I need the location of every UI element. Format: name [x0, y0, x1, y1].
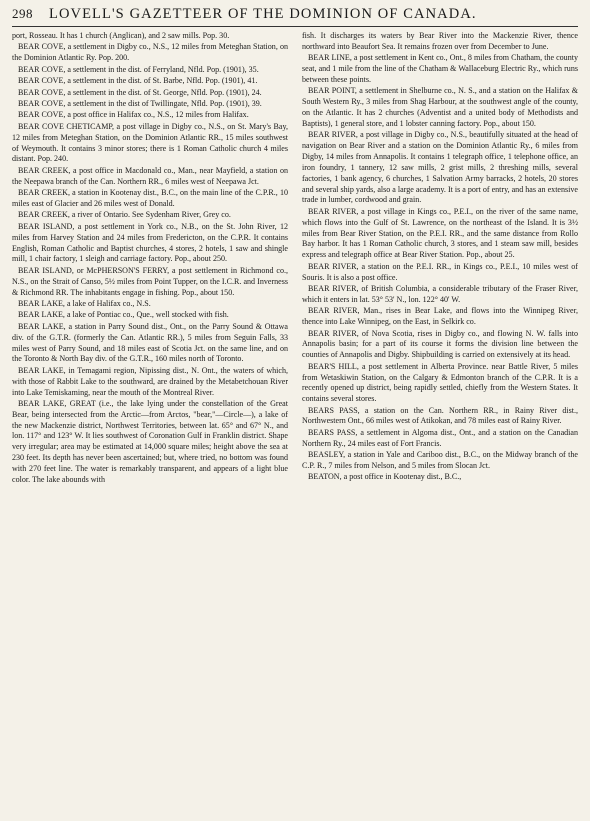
gazetteer-entry: BEAR COVE, a settlement in the dist. of St. Barbe, Nfld. Pop. (1901), 41. — [18, 76, 258, 86]
continued-entry: fish. It discharges its waters by Bear River into the Mackenzie River, thence northward into Beaufort Sea. It remains frozen over from December to June. — [302, 31, 578, 51]
gazetteer-entry: BEAR LAKE, a lake of Pontiac co., Que., well stocked with fish. — [18, 310, 229, 320]
continued-entry: port, Rosseau. It has 1 church (Anglican), and 2 saw mills. Pop. 30. — [12, 31, 230, 40]
gazetteer-entry: BEAR CREEK, a station in Kootenay dist., B.C., on the main line of the C.P.R., 10 miles east of Glacier and 26 miles west of Donald. — [12, 188, 288, 208]
gazetteer-entry: BEAR CREEK, a post office in Macdonald co., Man., near Mayfield, a station on the Neepawa branch of the Can. Northern RR., 6 miles west of Neepawa Jct. — [12, 165, 288, 186]
gazetteer-entry: BEAR COVE, a settlement in the dist of Twillingate, Nfld. Pop. (1901), 39. — [18, 99, 262, 109]
gazetteer-entry: BEAR LAKE, a lake of Halifax co., N.S. — [18, 298, 151, 308]
page-header — [12, 6, 578, 23]
gazetteer-entry: BEASLEY, a station in Yale and Cariboo dist., B.C., on the Midway branch of the C.P. R., 7 miles from Nelson, and 5 miles from Slocan Jct. — [302, 450, 578, 471]
gazetteer-entry: BEAR LAKE, a station in Parry Sound dist., Ont., on the Parry Sound & Ottawa div. of the G.T.R. (formerly the Can. Atlantic RR.), 5 miles from Seguin Falls, 33 miles west of Parry Sound, and 18 miles east of Scotia Jct. on the same line, and on the Toronto & North Bay div. of the G.T.R., 160 miles north of Toronto. — [12, 321, 288, 364]
header-rule — [12, 26, 578, 27]
gazetteer-entry: BEAR CREEK, a river of Ontario. See Sydenham River, Grey co. — [18, 210, 231, 220]
gazetteer-entry: BEARS PASS, a settlement in Algoma dist., Ont., and a station on the Canadian Northern Ry., 24 miles east of Fort Francis. — [302, 427, 578, 448]
gazetteer-entry: BEAR LINE, a post settlement in Kent co., Ont., 8 miles from Chatham, the county seat, and 1 mile from the line of the Chatham & Wallaceburg Electric Ry., which runs between these points. — [302, 53, 578, 84]
gazetteer-entry: BEAR COVE, a post office in Halifax co., N.S., 12 miles from Halifax. — [18, 110, 249, 120]
gazetteer-entry: BEAR ISLAND, or McPHERSON'S FERRY, a post settlement in Richmond co., N.S., on the Strait of Canso, 5½ miles from Point Tupper, on the I.C.R. and Inverness & Richmond RR. The inhabitants engage in fishing. Pop., about 150. — [12, 265, 288, 297]
gazetteer-entry: BEARS PASS, a station on the Can. Northern RR., in Rainy River dist., Northwestern Ont., 66 miles west of Atikokan, and 78 miles east of Rainy River. — [302, 405, 578, 426]
gazetteer-entry: BEAR RIVER, of British Columbia, a considerable tributary of the Fraser River, which it enters in lat. 53° 53' N., lon. 122° 40' W. — [302, 283, 578, 304]
gazetteer-entry: BEAR POINT, a settlement in Shelburne co., N. S., and a station on the Halifax & South Western Ry., 3 miles from Shag Harbour, at the southwest angle of the county, on the Atlantic. It has 2 churches (Adventist and a united body of Methodists and Baptists), 1 general store, and 1 lobster canning factory. Pop., about 150. — [302, 86, 578, 128]
gazetteer-entry: BEAR COVE, a settlement in the dist. of St. George, Nfld. Pop. (1901), 24. — [18, 87, 262, 97]
right-column — [302, 31, 578, 486]
gazetteer-entry: BEAR RIVER, a post village in Digby co., N.S., beautifully situated at the head of navigation on Bear River and a station on the Dominion Atlantic Ry., 6 miles from Digby, 14 miles from Annapolis. It contains 1 telegraph office, 1 telephone office, an iron foundry, 1 tannery, 12 saw mills, 2 grist mills, 2 threshing mills, several factories, 1 bank agency, 6 churches, 1 Salvation Army barracks, 2 hotels, 20 stores and several ship yards, also a large academy. It is a port of entry, and has an extensive trade in lumber, cordwood and grain. — [302, 130, 578, 205]
gazetteer-entry: BEAR RIVER, a station on the P.E.I. RR., in Kings co., P.E.I., 10 miles west of Souris. It is also a post office. — [302, 261, 578, 282]
gazetteer-entry: BEAR'S HILL, a post settlement in Alberta Province. near Battle River, 5 miles from Wetaskiwin Station, on the Calgary & Edmonton branch of the C.P.R. It is a recently opened up district, being rapidly settled, chiefly from the Western States. It contains several stores. — [302, 361, 578, 404]
gazetteer-entry: BEAR RIVER, of Nova Scotia, rises in Digby co., and flowing N. W. falls into Annapolis basin; for a part of its course it forms the division line between the counties of Annapolis and Digby. Shipbuilding is carried on extensively at its head. — [302, 328, 578, 360]
text-columns — [12, 31, 578, 486]
gazetteer-entry: BEAR LAKE, GREAT (i.e., the lake lying under the constellation of the Great Bear, being intersected from the Arctic—from Arctos, "bear,"—Circle—), a lake of the new Mackenzie district, Northwest Territories, between lat. 65° and 67° N., and lon. 117° and 123° W. It lies southwest of Coronation Gulf in Franklin district. Shape very irregular; area may be estimated at 14,000 square miles; height above the sea at 230 feet. Its depth has never been ascertained; but, where tried, no bottom was found with 270 feet line. The water is remarkably transparent, and appears of a light blue color. The lake abounds with — [12, 398, 288, 484]
page-number: 298 — [12, 6, 33, 21]
gazetteer-entry: BEAR RIVER, a post village in Kings co., P.E.I., on the river of the same name, which flows into the Gulf of St. Lawrence, on the northeast of the Island. It is 3½ miles from Bear River Station, on the P.E.I. RR., and the same distance from Rollo Bay harbor. It has 1 Roman Catholic church, 3 stores, and 1 steam saw mill, besides express and telegraph office at Bear River Station. Pop., about 25. — [302, 206, 578, 260]
running-title: LOVELL'S GAZETTEER OF THE DOMINION OF CANADA. — [49, 6, 477, 22]
gazetteer-entry: BEAR COVE, a settlement in the dist. of Ferryland, Nfld. Pop. (1901), 35. — [18, 64, 259, 74]
gazetteer-entry: BEAR LAKE, in Temagami region, Nipissing dist., N. Ont., the waters of which, with those of Rabbit Lake to the southward, are drained by the Metabetchouan River into Lake Temiskaming, near the mouth of the Montreal River. — [12, 365, 288, 397]
gazetteer-entry: BEAR RIVER, Man., rises in Bear Lake, and flows into the Winnipeg River, thence into Lake Winnipeg, on the East, in Selkirk co. — [302, 306, 578, 327]
gazetteer-entry: BEAR ISLAND, a post settlement in York co., N.B., on the St. John River, 12 miles from Harvey Station and 24 miles from Fredericton, on the C.P.R. It contains English, Roman Catholic and Baptist churches, 4 stores, 2 hotels, 1 saw and shingle mill, 1 chair factory, 1 sleigh and carriage factory. Pop., about 250. — [12, 221, 288, 264]
gazetteer-entry: BEAR COVE CHETICAMP, a post village in Digby co., N.S., on St. Mary's Bay, 12 miles from Meteghan Station, on the Dominion Atlantic RR., 15 miles southwest of Weymouth. It contains 3 minor stores; there is 1 Roman Catholic church 4 miles distant. Pop. 240. — [12, 121, 288, 164]
left-column — [12, 31, 288, 486]
gazetteer-entry: BEATON, a post office in Kootenay dist., B.C., — [308, 472, 462, 482]
gazetteer-entry: BEAR COVE, a settlement in Digby co., N.S., 12 miles from Meteghan Station, on the Dominion Atlantic Ry. Pop. 200. — [12, 42, 288, 63]
